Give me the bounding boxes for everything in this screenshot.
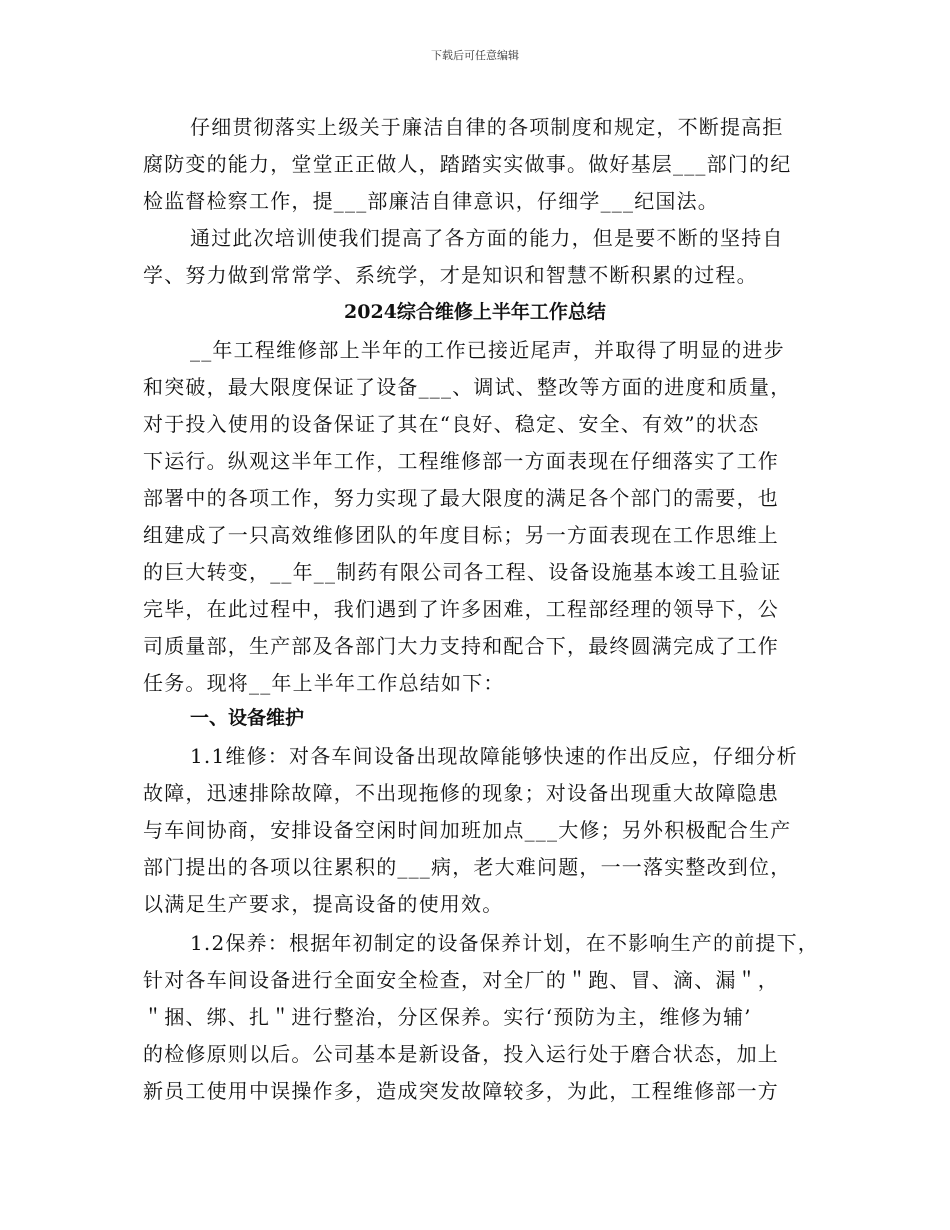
text-line: 部门提出的各项以往累积的___病，老大难问题，一一落实整改到位， xyxy=(143,855,792,879)
text-line: 和突破，最大限度保证了设备___、调试、整改等方面的进度和质量， xyxy=(143,375,792,399)
section-heading: 一、设备维护 xyxy=(190,707,305,729)
text-line: 下运行。纵观这半年工作，工程维修部一方面表现在仔细落实了工作 xyxy=(143,449,779,473)
page-header: 下载后可任意编辑 xyxy=(431,49,519,62)
text-line: 学、努力做到常常学、系统学，才是知识和智慧不断积累的过程。 xyxy=(143,263,758,287)
text-line: 仔细贯彻落实上级关于廉洁自律的各项制度和规定，不断提高拒 xyxy=(190,115,784,139)
text-line: 通过此次培训使我们提高了各方面的能力，但是要不断的坚持自 xyxy=(190,226,784,250)
text-line: 对于投入使用的设备保证了其在“良好、稳定、安全、有效”的状态 xyxy=(143,412,760,436)
text-line: 以满足生产要求，提高设备的使用效。 xyxy=(143,892,504,916)
text-line: 部署中的各项工作，努力实现了最大限度的满足各个部门的需要，也 xyxy=(143,486,779,510)
text-line: 1.2保养：根据年初制定的设备保养计划，在不影响生产的前提下， xyxy=(190,931,820,955)
text-line: 与车间协商，安排设备空闲时间加班加点___大修；另外积极配合生产 xyxy=(143,818,792,842)
text-line: 组建成了一只高效维修团队的年度目标；另一方面表现在工作思维上 xyxy=(143,523,779,547)
text-line: 针对各车间设备进行全面安全检查，对全厂的＂跑、冒、滴、漏＂， xyxy=(143,968,779,992)
text-line: 的检修原则以后。公司基本是新设备，投入运行处于磨合状态，加上 xyxy=(143,1042,779,1066)
text-line: 的巨大转变，__年__制药有限公司各工程、设备设施基本竣工且验证 xyxy=(143,560,782,584)
text-line: 完毕，在此过程中，我们遇到了许多困难，工程部经理的领导下，公 xyxy=(143,597,779,621)
text-line: 腐防变的能力，堂堂正正做人，踏踏实实做事。做好基层___部门的纪 xyxy=(143,152,792,176)
text-line: 司质量部，生产部及各部门大力支持和配合下，最终圆满完成了工作 xyxy=(143,634,779,658)
document-title: 2024综合维修上半年工作总结 xyxy=(344,301,606,323)
text-line: 1.1维修：对各车间设备出现故障能够快速的作出反应，仔细分析 xyxy=(190,744,798,768)
text-line: __年工程维修部上半年的工作已接近尾声，并取得了明显的进步 xyxy=(190,338,785,362)
text-line: 故障，迅速排除故障，不出现拖修的现象；对设备出现重大故障隐患 xyxy=(143,781,779,805)
text-line: 任务。现将__年上半年工作总结如下： xyxy=(143,671,505,695)
text-line: 新员工使用中误操作多，造成突发故障较多，为此，工程维修部一方 xyxy=(143,1079,779,1103)
text-line: ＂捆、绑、扎＂进行整治，分区保养。实行‘预防为主，维修为辅’ xyxy=(143,1005,752,1029)
text-line: 检监督检察工作，提___部廉洁自律意识，仔细学___纪国法。 xyxy=(143,189,719,213)
